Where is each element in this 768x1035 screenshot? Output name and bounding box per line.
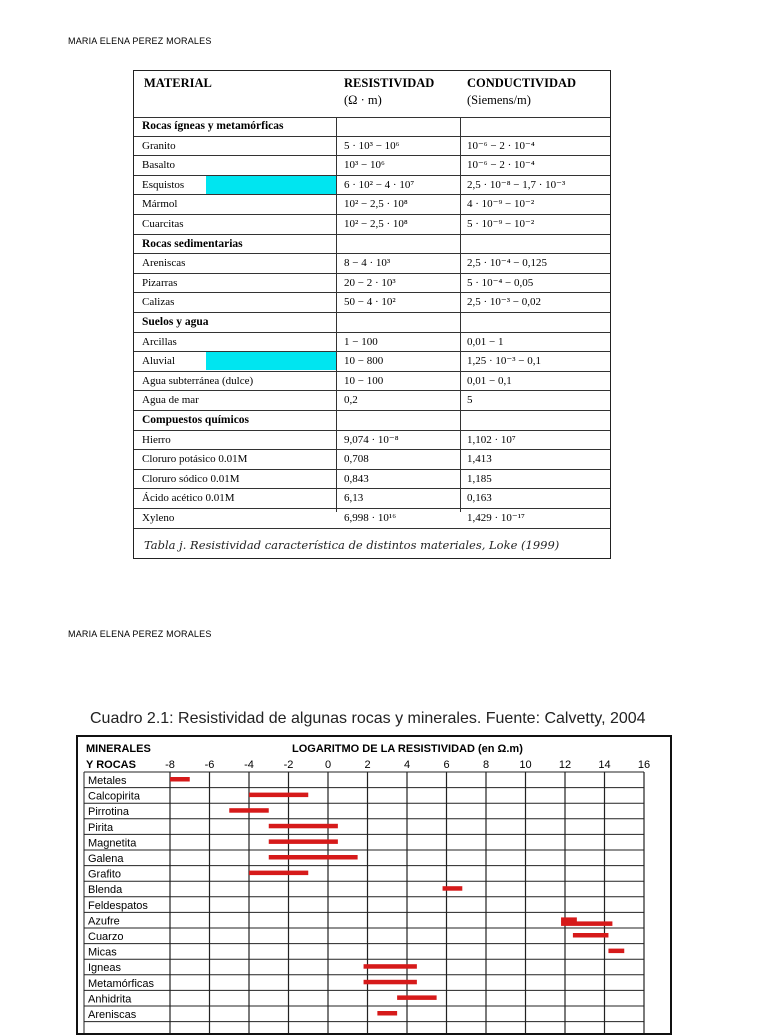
cell-res: 6 · 10² − 4 · 10⁷ <box>344 178 415 191</box>
cell-res: 1 − 100 <box>344 335 378 348</box>
cell-cond: 2,5 · 10⁻⁴ − 0,125 <box>467 257 548 270</box>
table-row <box>134 137 610 157</box>
cell-cond: 5 <box>467 394 473 407</box>
table-row <box>134 195 610 215</box>
resistivity-bar <box>364 980 417 985</box>
column-divider <box>460 117 461 512</box>
highlight-marker <box>206 176 336 194</box>
x-tick-label: 12 <box>558 759 572 771</box>
resistivity-table <box>133 70 611 559</box>
cell-cond: 0,163 <box>467 492 492 505</box>
cell-material: Cuarcitas <box>142 218 184 230</box>
cell-cond: 0,01 − 1 <box>467 335 504 348</box>
cell-material: Ácido acético 0.01M <box>142 492 235 505</box>
category-label: Metamórficas <box>88 977 155 990</box>
author-header: MARIA ELENA PEREZ MORALES <box>68 629 212 639</box>
cell-cond: 2,5 · 10⁻³ − 0,02 <box>467 296 541 309</box>
author-header: MARIA ELENA PEREZ MORALES <box>68 36 212 46</box>
table-row <box>134 352 610 372</box>
table-row <box>134 391 610 411</box>
category-label: Areniscas <box>88 1009 137 1021</box>
row-header-label: Y ROCAS <box>86 759 136 771</box>
table-row <box>134 293 610 313</box>
chart-caption: Cuadro 2.1: Resistividad de algunas rocas y minerales. Fuente: Calvetty, 2004 <box>90 710 646 727</box>
cell-res: 10 − 100 <box>344 374 384 387</box>
cell-res: 50 − 4 · 10² <box>344 296 396 309</box>
cell-res: 6,13 <box>344 492 364 505</box>
table-row <box>134 509 610 529</box>
cell-cond: 1,185 <box>467 472 492 485</box>
category-label: Magnetita <box>88 837 137 850</box>
cell-material: Areniscas <box>142 257 186 270</box>
cell-cond: 0,01 − 0,1 <box>467 374 512 387</box>
resistivity-chart <box>76 735 672 1035</box>
table-row <box>134 274 610 294</box>
table-header-row <box>134 71 610 118</box>
category-label: Cuarzo <box>88 931 124 943</box>
table-group-row <box>134 117 610 137</box>
table-row <box>134 372 610 392</box>
cell-res: 0,2 <box>344 394 358 407</box>
cell-material: Basalto <box>142 159 175 172</box>
cell-res: 10² − 2,5 · 10⁸ <box>344 218 408 230</box>
resistivity-bar <box>170 777 190 782</box>
cell-material: Mármol <box>142 198 178 211</box>
category-label: Micas <box>88 946 117 959</box>
cell-cond: 5 · 10⁻⁴ − 0,05 <box>467 276 534 289</box>
cell-material: Pizarras <box>142 276 178 289</box>
category-label: Galena <box>88 853 124 865</box>
resistivity-bar <box>269 824 338 829</box>
column-divider <box>336 117 337 512</box>
category-label: Feldespatos <box>88 899 148 912</box>
cell-material: Arcillas <box>142 335 177 348</box>
cell-cond: 4 · 10⁻⁹ − 10⁻² <box>467 198 535 211</box>
cell-cond: 10⁻⁶ − 2 · 10⁻⁴ <box>467 159 535 172</box>
cell-res: 5 · 10³ − 10⁶ <box>344 139 400 152</box>
column-header-title: RESISTIVIDAD <box>344 76 435 90</box>
cell-material: Compuestos químicos <box>142 414 250 426</box>
cell-material: Agua subterránea (dulce) <box>142 374 254 387</box>
cell-material: Granito <box>142 139 176 152</box>
cell-cond: 10⁻⁶ − 2 · 10⁻⁴ <box>467 139 535 152</box>
table-row <box>134 450 610 470</box>
cell-cond: 1,102 · 10⁷ <box>467 433 516 446</box>
category-label: Igneas <box>88 962 122 975</box>
resistivity-bar <box>249 871 308 876</box>
category-label: Anhidrita <box>88 993 132 1006</box>
x-tick-label: -4 <box>244 759 254 771</box>
cell-material: Aluvial <box>142 355 175 368</box>
cell-material: Agua de mar <box>142 394 199 407</box>
resistivity-bar <box>573 933 609 938</box>
resistivity-bar <box>561 921 612 926</box>
x-tick-label: 2 <box>364 759 371 771</box>
cell-res: 10 − 800 <box>344 355 384 368</box>
resistivity-bar <box>397 995 437 1000</box>
cell-cond: 5 · 10⁻⁹ − 10⁻² <box>467 218 535 230</box>
table-row <box>134 333 610 353</box>
cell-res: 0,843 <box>344 472 369 485</box>
category-label: Pirrotina <box>88 806 129 819</box>
cell-material: Cloruro sódico 0.01M <box>142 472 240 485</box>
column-header-resistivity <box>344 75 434 109</box>
category-label: Metales <box>88 775 127 787</box>
table-row <box>134 254 610 274</box>
table-group-row <box>134 411 610 431</box>
cell-res: 8 − 4 · 10³ <box>344 257 391 270</box>
table-row <box>134 215 610 235</box>
chart-title: LOGARITMO DE LA RESISTIVIDAD (en Ω.m) <box>292 743 523 755</box>
cell-res: 10³ − 10⁶ <box>344 159 385 172</box>
x-tick-label: 4 <box>403 759 411 771</box>
column-header-title: CONDUCTIVIDAD <box>467 76 577 90</box>
cell-material: Xyleno <box>142 512 175 524</box>
cell-cond: 1,413 <box>467 453 492 466</box>
column-header-conductivity <box>467 75 576 109</box>
table-row <box>134 470 610 490</box>
resistivity-bar <box>269 855 358 860</box>
x-tick-label: -6 <box>204 759 215 771</box>
resistivity-bar <box>608 949 624 954</box>
category-label: Calcopirita <box>88 790 140 803</box>
table-row <box>134 431 610 451</box>
cell-res: 0,708 <box>344 453 369 466</box>
cell-res: 9,074 · 10⁻⁸ <box>344 433 399 446</box>
cell-material: Hierro <box>142 433 171 446</box>
row-header-label: MINERALES <box>86 743 151 755</box>
cell-res: 10² − 2,5 · 10⁸ <box>344 198 408 211</box>
resistivity-bar <box>229 808 269 813</box>
column-header-unit: (Ω · m) <box>344 93 382 107</box>
resistivity-bar <box>269 839 338 844</box>
x-tick-label: 0 <box>324 759 332 771</box>
resistivity-bar <box>443 886 463 891</box>
x-tick-label: 14 <box>598 759 611 771</box>
cell-cond: 1,429 · 10⁻¹⁷ <box>467 512 525 524</box>
x-tick-label: 8 <box>482 759 490 771</box>
table-group-row <box>134 313 610 333</box>
resistivity-bar <box>377 1011 397 1016</box>
cell-cond: 2,5 · 10⁻⁸ − 1,7 · 10⁻³ <box>467 178 566 191</box>
x-tick-label: -8 <box>165 759 175 771</box>
table-row <box>134 176 610 196</box>
chart-canvas <box>78 737 670 1033</box>
table-group-row <box>134 235 610 255</box>
cell-res: 20 − 2 · 10³ <box>344 276 396 289</box>
x-tick-label: 10 <box>519 759 532 771</box>
column-header-unit: (Siemens/m) <box>467 93 531 107</box>
resistivity-bar <box>364 964 417 969</box>
x-tick-label: 16 <box>637 759 651 771</box>
column-header-title: MATERIAL <box>144 76 212 90</box>
cell-material: Rocas ígneas y metamórficas <box>142 120 284 132</box>
cell-material: Suelos y agua <box>142 316 209 328</box>
table-row <box>134 489 610 509</box>
cell-material: Calizas <box>142 296 175 309</box>
x-tick-label: -2 <box>283 759 294 771</box>
resistivity-bar <box>249 793 308 798</box>
category-label: Grafito <box>88 868 122 881</box>
cell-material: Rocas sedimentarias <box>142 237 243 250</box>
x-tick-label: 6 <box>443 759 450 771</box>
table-row <box>134 156 610 176</box>
table-caption: Tabla j. Resistividad característica de distintos materiales, Loke (1999) <box>144 538 560 552</box>
cell-res: 6,998 · 10¹⁶ <box>344 512 397 524</box>
category-label: Azufre <box>88 915 120 928</box>
cell-material: Esquistos <box>142 178 185 191</box>
cell-material: Cloruro potásico 0.01M <box>142 453 248 466</box>
resistivity-bar <box>561 917 577 922</box>
category-label: Blenda <box>88 884 123 897</box>
highlight-marker <box>206 352 336 370</box>
category-label: Pirita <box>88 821 114 834</box>
cell-cond: 1,25 · 10⁻³ − 0,1 <box>467 355 541 368</box>
column-header-material <box>144 75 212 92</box>
